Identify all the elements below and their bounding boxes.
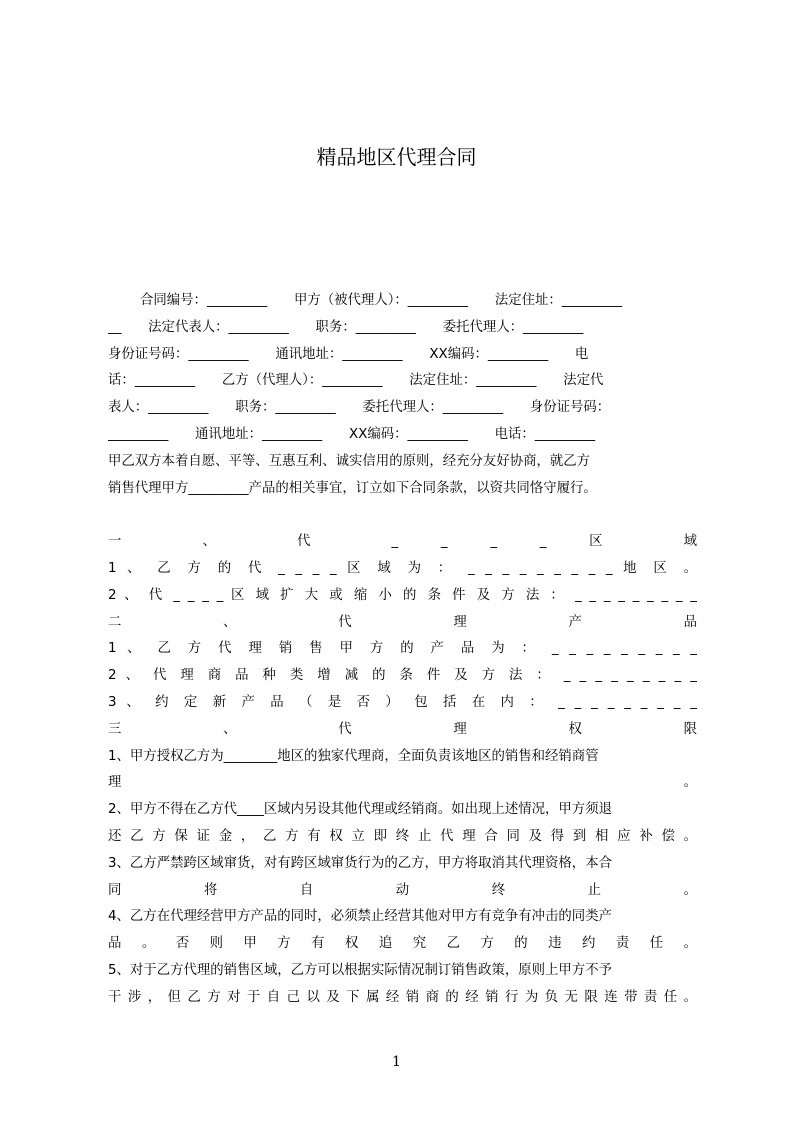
section-heading: 一 、 代 _ _ _ _ 区 域 xyxy=(108,534,697,550)
document-title: 精品地区代理合同 xyxy=(316,145,477,169)
blank-line xyxy=(108,502,697,529)
clause-line: 还 乙 方 保 证 金 ， 乙 方 有 权 立 即 终 止 代 理 合 同 及 得 到 相 应 补 偿 。 xyxy=(108,828,697,844)
clause-line: 4、乙方在代理经营甲方产品的同时，必须禁止经营其他对甲方有竞争有冲击的同类产 xyxy=(108,909,612,925)
text-line: 合同编号：_________ 甲方（被代理人）：_________ 法定住址：_________ xyxy=(140,293,623,308)
text-line: 话：_________ 乙方（代理人）：_________ 法定住址：_________ 法定代 xyxy=(108,373,604,389)
section-heading: 三 、 代 理 权 限 xyxy=(108,721,697,737)
clause-line: 同 将 自 动 终 止 。 xyxy=(108,882,697,898)
contract-body xyxy=(108,288,697,1012)
clause-line: 品 。 否 则 甲 方 有 权 追 究 乙 方 的 违 约 责 任 。 xyxy=(108,936,697,952)
clause-line: 2 、 代 理 商 品 种 类 增 减 的 条 件 及 方 法 ： _ _ _ _ _ _ _ _ _ xyxy=(108,668,697,684)
clause-line: 1、甲方授权乙方为________地区的独家代理商，全面负责该地区的销售和经销商管 xyxy=(108,748,599,764)
clause-line: 3、乙方严禁跨区域窜货，对有跨区域窜货行为的乙方，甲方将取消其代理资格，本合 xyxy=(108,855,612,871)
text-line: 甲乙双方本着自愿、平等、互惠互利、诚实信用的原则，经充分友好协商，就乙方 xyxy=(108,453,591,469)
page-number: 1 xyxy=(392,1054,401,1070)
clause-line: 1 、 乙 方 代 理 销 售 甲 方 的 产 品 为 ： _ _ _ _ _ _ _ _ _ xyxy=(108,641,697,657)
clause-line: 干 涉 ， 但 乙 方 对 于 自 己 以 及 下 属 经 销 商 的 经 销 行 为 负 无 限 连 带 责 任 。 xyxy=(108,989,697,1005)
clause-line: 1 、 乙 方 的 代 _ _ _ _ 区 域 为 ： _ _ _ _ _ _ _ _ _ 地 区 。 xyxy=(108,560,697,576)
text-line: 销售代理甲方_________产品的相关事宜，订立如下合同条款，以资共同恪守履行。 xyxy=(108,480,597,496)
section-heading: 二 、 代 理 产 品 xyxy=(108,614,697,630)
text-line: 身份证号码：_________ 通讯地址：_________ XX编码：_________ 电 xyxy=(108,346,589,362)
clause-line: 2 、 代 _ _ _ _ 区 域 扩 大 或 缩 小 的 条 件 及 方 法 ： _ _ _ _ _ _ _ _ _ xyxy=(108,587,697,603)
clause-line: 5、对于乙方代理的销售区域，乙方可以根据实际情况制订销售政策，原则上甲方不予 xyxy=(108,962,612,978)
clause-line: 3 、 约 定 新 产 品 （ 是 否 ） 包 括 在 内 ： _ _ _ _ _ _ _ _ _ xyxy=(108,694,697,710)
clause-line: 理 。 xyxy=(108,775,697,791)
text-line: _________ 通讯地址：_________ XX编码：_________ 电话：_________ xyxy=(108,426,596,442)
text-line: __ 法定代表人：_________ 职务：_________ 委托代理人：_________ xyxy=(108,319,584,335)
clause-line: 2、甲方不得在乙方代____区域内另设其他代理或经销商。如出现上述情况，甲方须退 xyxy=(108,802,612,818)
text-line: 表人：_________ 职务：_________ 委托代理人：_________ 身份证号码： xyxy=(108,400,611,416)
